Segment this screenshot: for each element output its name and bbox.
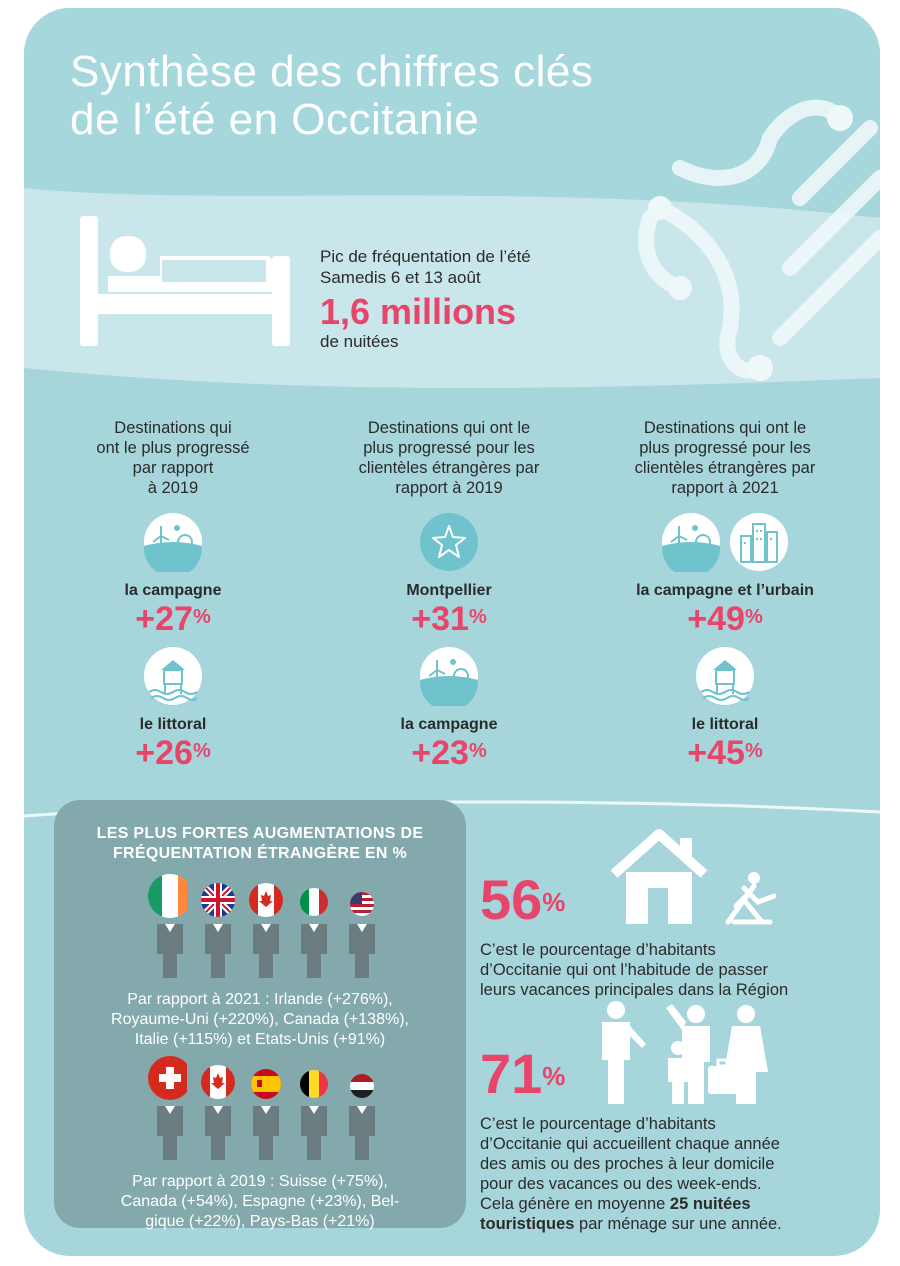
destination-value: +26% bbox=[135, 734, 211, 772]
destination-label: la campagne et l’urbain bbox=[636, 582, 814, 599]
infographic-card bbox=[24, 8, 880, 1256]
destination-label: la campagne bbox=[124, 582, 222, 599]
netherlands-flag-icon bbox=[345, 1056, 379, 1160]
bed-icon bbox=[80, 216, 290, 346]
destination-label: le littoral bbox=[691, 716, 759, 733]
destination-label: la campagne bbox=[400, 716, 498, 733]
stat-description: C’est le pourcentage d’habitants d’Occitanie qui ont l’habitude de passer leurs vacances principales dans la Région bbox=[480, 941, 789, 999]
destination-value: +49% bbox=[687, 600, 763, 638]
column-heading: Destinations qui ont le plus progressé pour les clientèles étrangères par rapport à 2019 bbox=[358, 419, 540, 497]
foreign-attendance-panel bbox=[54, 800, 466, 1228]
title-line-1: Synthèse des chiffres clés bbox=[70, 47, 594, 96]
stat-71 bbox=[480, 1044, 860, 1234]
canada-flag-icon bbox=[201, 1056, 235, 1160]
belgium-flag-icon bbox=[297, 1056, 331, 1160]
peak-attendance-block bbox=[320, 246, 640, 352]
column-2019 bbox=[48, 418, 298, 772]
page-title bbox=[70, 48, 690, 144]
destination-value: +45% bbox=[687, 734, 763, 772]
panel-heading: LES PLUS FORTES AUGMENTATIONS DE FRÉQUENTATION ÉTRANGÈRE EN % bbox=[96, 825, 424, 862]
stat-value: 71% bbox=[480, 1042, 566, 1105]
stat-56 bbox=[480, 870, 860, 1000]
comparison-2021-text: Par rapport à 2021 : Irlande (+276%), Royaume-Uni (+220%), Canada (+138%), Italie (+115%) et Etats-Unis (+91%) bbox=[111, 991, 409, 1048]
flags-2019-row bbox=[54, 1056, 466, 1160]
destination-label: le littoral bbox=[139, 716, 207, 733]
destination-value: +31% bbox=[411, 600, 487, 638]
stat-description: C’est le pourcentage d’habitants d’Occitanie qui accueillent chaque année des amis ou des proches à leur domicile pour des vacances ou des week-ends. Cela génère en moyenne 25 nuitées touristiques par ménage sur une année. bbox=[480, 1115, 782, 1233]
countryside-icon bbox=[143, 512, 203, 572]
canada-flag-icon bbox=[249, 874, 283, 978]
peak-dates: Samedis 6 et 13 août bbox=[320, 268, 481, 287]
peak-value: 1,6 millions bbox=[320, 291, 517, 332]
city-icon bbox=[729, 512, 789, 572]
column-heading: Destinations qui ont le plus progressé pour les clientèles étrangères par rapport à 2021 bbox=[634, 419, 816, 497]
peak-title: Pic de fréquentation de l’été bbox=[320, 247, 531, 266]
stat-value: 56% bbox=[480, 868, 566, 931]
title-line-2: de l’été en Occitanie bbox=[70, 95, 480, 144]
ireland-flag-icon bbox=[141, 874, 187, 978]
destination-value: +23% bbox=[411, 734, 487, 772]
column-foreign-2019 bbox=[324, 418, 574, 772]
peak-unit: de nuitées bbox=[320, 332, 399, 351]
comparison-2019-text: Par rapport à 2019 : Suisse (+75%), Canada (+54%), Espagne (+23%), Bel- gique (+22%), Pays-Bas (+21%) bbox=[120, 1173, 400, 1230]
beach-hut-icon bbox=[143, 646, 203, 706]
destination-label: Montpellier bbox=[406, 582, 492, 599]
column-heading: Destinations qui ont le plus progressé par rapport à 2019 bbox=[96, 419, 250, 497]
destination-value: +27% bbox=[135, 600, 211, 638]
column-foreign-2021 bbox=[600, 418, 850, 772]
flags-2021-row bbox=[54, 874, 466, 978]
uk-flag-icon bbox=[201, 874, 235, 978]
spain-flag-icon bbox=[249, 1056, 283, 1160]
countryside-icon bbox=[661, 512, 721, 572]
countryside-icon bbox=[419, 646, 479, 706]
nights-count: 25 nuitées bbox=[669, 1195, 751, 1213]
italy-flag-icon bbox=[297, 874, 331, 978]
beach-hut-icon bbox=[695, 646, 755, 706]
switzerland-flag-icon bbox=[141, 1056, 187, 1160]
star-icon bbox=[419, 512, 479, 572]
usa-flag-icon bbox=[345, 874, 379, 978]
